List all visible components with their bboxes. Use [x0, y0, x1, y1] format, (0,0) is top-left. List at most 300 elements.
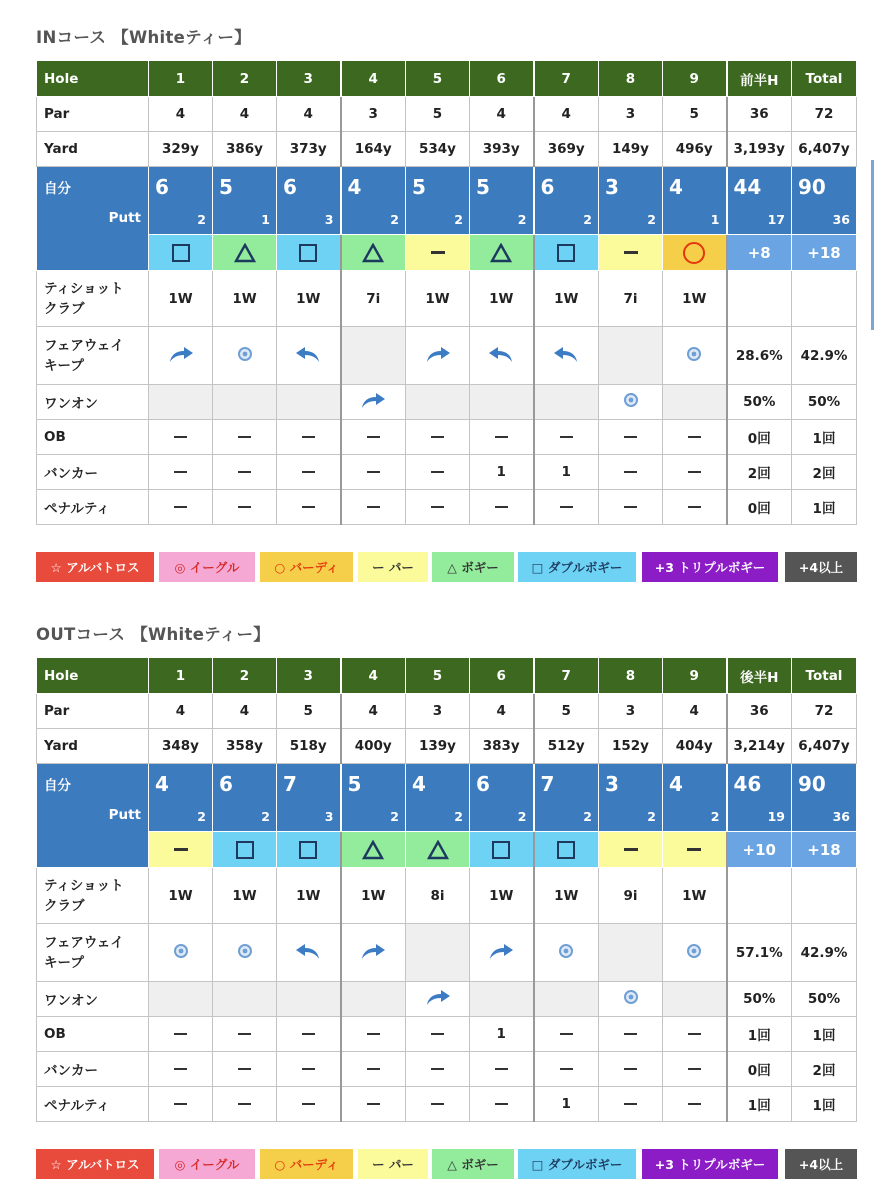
fairway-left-icon — [487, 343, 515, 365]
penalty-cell — [406, 490, 470, 525]
hole-label: Hole — [37, 658, 149, 694]
fairway-center-icon — [173, 943, 189, 959]
fairway-right-icon — [167, 343, 195, 365]
yard-cell: 369y — [534, 132, 599, 167]
bunker-cell — [663, 455, 727, 490]
score-cell — [341, 764, 406, 832]
fairway-cell — [406, 327, 470, 385]
par-label: Par — [37, 694, 149, 729]
score-cell — [599, 167, 663, 235]
fairway-center-icon — [686, 346, 702, 362]
tee-club-cell: 9i — [599, 868, 663, 924]
none-dash — [431, 506, 444, 508]
yard-cell: 534y — [406, 132, 470, 167]
legend-par: ー パー — [358, 1149, 428, 1179]
fairway-cell — [213, 924, 277, 982]
score-cell — [149, 764, 213, 832]
fairway-cell — [149, 924, 213, 982]
tee-club-cell: 1W — [277, 271, 341, 327]
one-on-cell — [534, 385, 599, 420]
ob-cell — [599, 420, 663, 455]
yard-cell: 496y — [663, 132, 727, 167]
self-label: 自分 — [44, 778, 71, 794]
bunker-cell — [663, 1052, 727, 1087]
none-dash — [367, 436, 380, 438]
double-bogey-square-icon — [557, 841, 575, 859]
par-cell: 4 — [149, 694, 213, 729]
fairway-right-icon — [359, 389, 387, 411]
fairway-center-icon — [237, 943, 253, 959]
result-total: +18 — [792, 235, 857, 271]
none-dash — [238, 1103, 251, 1105]
bunker-row — [37, 455, 857, 490]
fairway-cell — [599, 327, 663, 385]
double-bogey-square-icon — [299, 244, 317, 262]
result-cell — [341, 235, 406, 271]
par-dash-icon — [174, 848, 188, 851]
ob-row — [37, 1017, 857, 1052]
penalty-cell — [470, 1087, 534, 1122]
ob-cell — [470, 420, 534, 455]
result-label-blank — [37, 235, 149, 271]
putts: 2 — [390, 212, 399, 227]
fairway-row — [37, 924, 857, 982]
yard-cell: 373y — [277, 132, 341, 167]
hole-number: 4 — [341, 61, 406, 97]
yard-half: 3,193y — [727, 132, 792, 167]
penalty-half: 0回 — [727, 490, 792, 525]
none-dash — [624, 1068, 637, 1070]
penalty-cell — [341, 490, 406, 525]
none-dash — [302, 1033, 315, 1035]
score-cell — [663, 167, 727, 235]
ob-half: 0回 — [727, 420, 792, 455]
strokes: 6 — [219, 772, 233, 796]
bunker-cell — [599, 455, 663, 490]
score-cell — [406, 764, 470, 832]
none-dash — [238, 471, 251, 473]
result-cell — [277, 235, 341, 271]
par-cell: 5 — [534, 694, 599, 729]
fairway-center-icon — [686, 943, 702, 959]
putts: 2 — [583, 212, 592, 227]
hole-number: 9 — [663, 61, 727, 97]
result-cell — [599, 235, 663, 271]
par-cell: 4 — [470, 694, 534, 729]
strokes: 44 — [733, 175, 762, 199]
none-dash — [174, 1033, 187, 1035]
yard-label: Yard — [37, 729, 149, 764]
bunker-total: 2回 — [792, 1052, 857, 1087]
result-cell — [406, 832, 470, 868]
putts: 3 — [324, 212, 334, 227]
hole-number: 1 — [149, 658, 213, 694]
double-bogey-square-icon — [299, 841, 317, 859]
none-dash — [688, 1068, 701, 1070]
tee-club-label-line: ティショット — [44, 280, 124, 297]
yard-cell: 518y — [277, 729, 341, 764]
ob-cell — [277, 1017, 341, 1052]
fairway-cell — [277, 924, 341, 982]
par-dash-icon — [624, 848, 638, 851]
hole-number: 6 — [470, 658, 534, 694]
self-cell — [37, 167, 149, 235]
ob-cell — [149, 1017, 213, 1052]
double-bogey-square-icon — [492, 841, 510, 859]
none-dash — [238, 506, 251, 508]
penalty-cell — [663, 1087, 727, 1122]
tee-club-cell: 1W — [663, 271, 727, 327]
none-dash — [688, 506, 701, 508]
half-label: 前半H — [727, 61, 792, 97]
par-total: 72 — [792, 97, 857, 132]
par-cell: 4 — [149, 97, 213, 132]
tee-club-total — [792, 271, 857, 327]
par-total: 72 — [792, 694, 857, 729]
result-row — [37, 832, 857, 868]
par-cell: 4 — [341, 694, 406, 729]
score-cell — [149, 167, 213, 235]
ob-cell — [534, 420, 599, 455]
penalty-cell — [277, 1087, 341, 1122]
ob-cell — [213, 1017, 277, 1052]
putts: 2 — [454, 212, 463, 227]
penalty-cell: 1 — [534, 1087, 599, 1122]
hole-number: 4 — [341, 658, 406, 694]
par-cell: 4 — [213, 694, 277, 729]
strokes: 5 — [412, 175, 426, 199]
yard-row — [37, 132, 857, 167]
bunker-cell — [213, 1052, 277, 1087]
par-cell: 4 — [663, 694, 727, 729]
birdie-circle-icon — [683, 242, 705, 264]
one-on-cell — [470, 385, 534, 420]
bunker-cell — [599, 1052, 663, 1087]
bunker-cell: 1 — [534, 455, 599, 490]
none-dash — [302, 471, 315, 473]
hole-number: 7 — [534, 61, 599, 97]
tee-club-cell: 1W — [470, 271, 534, 327]
strokes: 6 — [476, 772, 490, 796]
fairway-cell — [534, 327, 599, 385]
putts: 1 — [261, 212, 270, 227]
bogey-triangle-icon — [362, 840, 384, 860]
result-cell — [213, 832, 277, 868]
hole-number: 8 — [599, 658, 663, 694]
fairway-cell — [470, 327, 534, 385]
fairway-cell — [663, 924, 727, 982]
one-on-half: 50% — [727, 385, 792, 420]
tee-club-cell: 1W — [341, 868, 406, 924]
one-on-row — [37, 385, 857, 420]
tee-club-cell: 7i — [599, 271, 663, 327]
hole-number: 3 — [277, 658, 341, 694]
fairway-right-icon — [424, 986, 452, 1008]
result-cell — [149, 235, 213, 271]
bunker-cell — [149, 1052, 213, 1087]
legend-eag: ◎ イーグル — [159, 1149, 255, 1179]
scorecard-table — [36, 60, 857, 525]
putts: 2 — [710, 809, 720, 824]
fairway-left-icon — [294, 940, 322, 962]
one-on-label: ワンオン — [37, 385, 149, 420]
none-dash — [174, 1068, 187, 1070]
none-dash — [431, 1033, 444, 1035]
bunker-cell — [406, 1052, 470, 1087]
ob-label: OB — [37, 420, 149, 455]
none-dash — [495, 1103, 508, 1105]
par-cell: 4 — [534, 97, 599, 132]
strokes: 3 — [605, 175, 619, 199]
hole-number: 7 — [534, 658, 599, 694]
putts: 2 — [647, 809, 656, 824]
course-title: INコース 【Whiteティー】 — [36, 28, 252, 47]
fairway-cell — [534, 924, 599, 982]
none-dash — [174, 436, 187, 438]
penalty-cell — [149, 490, 213, 525]
putts: 2 — [517, 212, 527, 227]
ob-cell — [406, 420, 470, 455]
penalty-total: 1回 — [792, 490, 857, 525]
yard-cell: 164y — [341, 132, 406, 167]
fairway-center-icon — [237, 346, 253, 362]
fairway-half: 57.1% — [727, 924, 792, 982]
yard-total: 6,407y — [792, 729, 857, 764]
one-on-cell — [663, 982, 727, 1017]
course-title: OUTコース 【Whiteティー】 — [36, 625, 271, 644]
one-on-cell — [470, 982, 534, 1017]
yard-cell: 404y — [663, 729, 727, 764]
none-dash — [624, 506, 637, 508]
penalty-half: 1回 — [727, 1087, 792, 1122]
hole-number: 2 — [213, 658, 277, 694]
fairway-label — [37, 924, 149, 982]
tee-club-label-line: クラブ — [44, 897, 85, 914]
result-cell — [663, 832, 727, 868]
score-row — [37, 167, 857, 235]
score-total — [792, 764, 857, 832]
fairway-cell — [341, 327, 406, 385]
none-dash — [560, 436, 573, 438]
one-on-total: 50% — [792, 982, 857, 1017]
hole-label: Hole — [37, 61, 149, 97]
hole-number: 2 — [213, 61, 277, 97]
hole-number: 1 — [149, 61, 213, 97]
tee-club-cell: 1W — [277, 868, 341, 924]
score-cell — [534, 167, 599, 235]
strokes: 5 — [476, 175, 490, 199]
ob-cell — [277, 420, 341, 455]
penalty-cell — [213, 490, 277, 525]
hole-number: 3 — [277, 61, 341, 97]
result-cell — [277, 832, 341, 868]
hole-number: 5 — [406, 658, 470, 694]
score-cell — [213, 764, 277, 832]
result-cell — [149, 832, 213, 868]
none-dash — [624, 1033, 637, 1035]
penalty-cell — [149, 1087, 213, 1122]
none-dash — [624, 436, 637, 438]
one-on-cell — [534, 982, 599, 1017]
fairway-left-icon — [294, 343, 322, 365]
tee-club-row — [37, 271, 857, 327]
one-on-cell — [149, 385, 213, 420]
score-row — [37, 764, 857, 832]
self-label: 自分 — [44, 181, 71, 197]
par-cell: 4 — [213, 97, 277, 132]
penalty-cell — [599, 1087, 663, 1122]
par-cell: 5 — [663, 97, 727, 132]
ob-cell — [534, 1017, 599, 1052]
result-row — [37, 235, 857, 271]
penalty-cell — [213, 1087, 277, 1122]
strokes: 4 — [669, 772, 683, 796]
scorecard-table — [36, 657, 857, 1122]
fairway-cell — [149, 327, 213, 385]
none-dash — [495, 1068, 508, 1070]
score-cell — [341, 167, 406, 235]
self-cell — [37, 764, 149, 832]
legend-bir: ○ バーディ — [260, 552, 353, 582]
yard-row — [37, 729, 857, 764]
yard-cell: 383y — [470, 729, 534, 764]
penalty-cell — [470, 490, 534, 525]
legend-q: +4以上 — [785, 552, 857, 582]
strokes: 6 — [540, 175, 555, 199]
legend-dbl: □ ダブルボギー — [518, 552, 636, 582]
yard-total: 6,407y — [792, 132, 857, 167]
par-cell: 3 — [406, 694, 470, 729]
strokes: 46 — [733, 772, 762, 796]
bunker-cell — [406, 455, 470, 490]
penalty-row — [37, 1087, 857, 1122]
par-cell: 3 — [599, 694, 663, 729]
ob-row — [37, 420, 857, 455]
putts: 2 — [517, 809, 527, 824]
fairway-cell — [341, 924, 406, 982]
ob-cell — [213, 420, 277, 455]
hole-number: 9 — [663, 658, 727, 694]
penalty-row — [37, 490, 857, 525]
fairway-cell — [470, 924, 534, 982]
result-cell — [213, 235, 277, 271]
bunker-cell — [341, 1052, 406, 1087]
one-on-cell — [341, 982, 406, 1017]
bogey-triangle-icon — [234, 243, 256, 263]
one-on-cell — [213, 385, 277, 420]
none-dash — [495, 436, 508, 438]
fairway-total: 42.9% — [792, 924, 857, 982]
yard-cell: 139y — [406, 729, 470, 764]
putts: 2 — [197, 212, 206, 227]
yard-cell: 348y — [149, 729, 213, 764]
none-dash — [560, 506, 573, 508]
result-cell — [534, 235, 599, 271]
strokes: 3 — [605, 772, 619, 796]
fairway-right-icon — [424, 343, 452, 365]
none-dash — [238, 1033, 251, 1035]
score-cell — [599, 764, 663, 832]
strokes: 5 — [219, 175, 233, 199]
ob-cell — [341, 1017, 406, 1052]
one-on-cell — [213, 982, 277, 1017]
none-dash — [688, 1103, 701, 1105]
strokes: 90 — [798, 175, 826, 199]
ob-cell — [341, 420, 406, 455]
par-half: 36 — [727, 97, 792, 132]
header-row — [37, 61, 857, 97]
ob-cell — [663, 420, 727, 455]
header-row — [37, 658, 857, 694]
one-on-cell — [149, 982, 213, 1017]
par-dash-icon — [687, 848, 701, 851]
result-cell — [406, 235, 470, 271]
ob-cell — [406, 1017, 470, 1052]
none-dash — [624, 471, 637, 473]
legend-bog: △ ボギー — [432, 552, 514, 582]
tee-club-cell: 1W — [149, 868, 213, 924]
tee-club-label-line: クラブ — [44, 300, 85, 317]
total-label: Total — [792, 61, 857, 97]
fairway-center-icon — [623, 989, 639, 1005]
putts: 17 — [767, 212, 785, 227]
none-dash — [431, 1103, 444, 1105]
tee-club-cell: 1W — [213, 271, 277, 327]
legend-tri: +3 トリプルボギー — [642, 552, 778, 582]
none-dash — [431, 436, 444, 438]
legend-bog: △ ボギー — [432, 1149, 514, 1179]
par-row — [37, 97, 857, 132]
strokes: 7 — [283, 772, 297, 796]
legend-dbl: □ ダブルボギー — [518, 1149, 636, 1179]
penalty-cell — [599, 490, 663, 525]
none-dash — [431, 1068, 444, 1070]
strokes: 4 — [669, 175, 683, 199]
fairway-cell — [213, 327, 277, 385]
bunker-cell — [277, 1052, 341, 1087]
penalty-cell — [406, 1087, 470, 1122]
strokes: 4 — [347, 175, 362, 199]
yard-cell: 393y — [470, 132, 534, 167]
par-cell: 5 — [277, 694, 341, 729]
fairway-center-icon — [623, 392, 639, 408]
none-dash — [688, 471, 701, 473]
strokes: 5 — [347, 772, 362, 796]
ob-cell — [663, 1017, 727, 1052]
one-on-cell — [406, 385, 470, 420]
half-label: 後半H — [727, 658, 792, 694]
one-on-cell — [341, 385, 406, 420]
par-cell: 4 — [470, 97, 534, 132]
one-on-cell — [599, 982, 663, 1017]
hole-number: 6 — [470, 61, 534, 97]
par-cell: 5 — [406, 97, 470, 132]
putts: 2 — [647, 212, 656, 227]
one-on-cell — [599, 385, 663, 420]
ob-label: OB — [37, 1017, 149, 1052]
tee-club-total — [792, 868, 857, 924]
putts: 36 — [832, 809, 850, 824]
tee-club-half — [727, 271, 792, 327]
none-dash — [560, 1068, 573, 1070]
score-cell — [277, 167, 341, 235]
one-on-cell — [277, 982, 341, 1017]
par-cell: 3 — [599, 97, 663, 132]
score-cell — [470, 764, 534, 832]
tee-club-cell: 1W — [213, 868, 277, 924]
none-dash — [238, 1068, 251, 1070]
putts: 36 — [832, 212, 850, 227]
